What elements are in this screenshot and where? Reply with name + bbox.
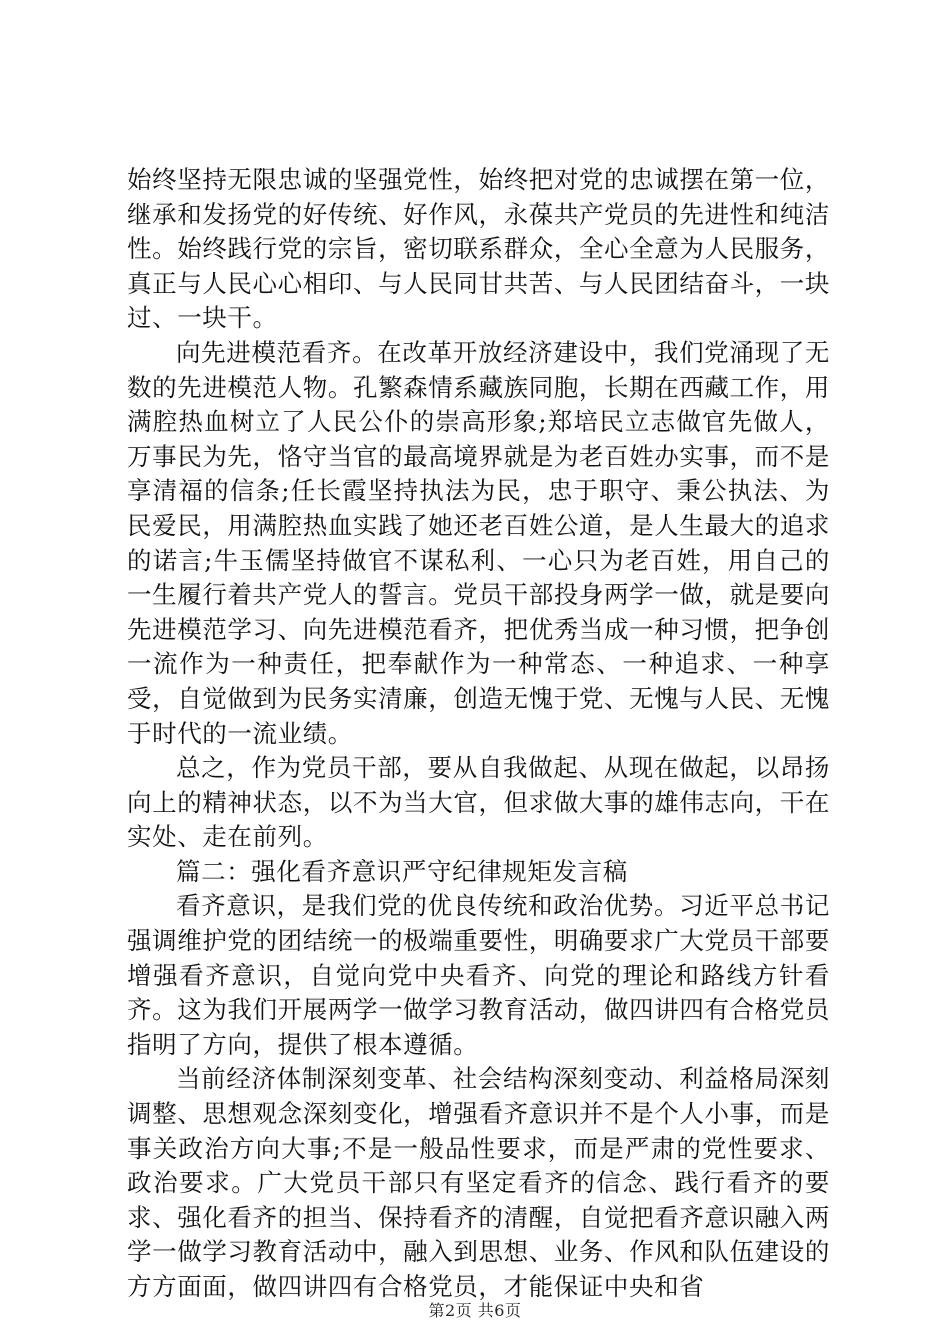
paragraph-loyalty: 始终坚持无限忠诚的坚强党性，始终把对党的忠诚摆在第一位，继承和发扬党的好传统、好作风，永葆共产党员的先进性和纯洁性。始终践行党的宗旨，密切联系群众，全心全意为人民服务，真正与人民心心相印、与人民同甘共苦、与人民团结奋斗，一块过、一块干。 (127, 165, 830, 333)
section-heading: 篇二：强化看齐意识严守纪律规矩发言稿 (176, 856, 628, 886)
paragraph-models: 向先进模范看齐。在改革开放经济建设中，我们党涌现了无数的先进模范人物。孔繁森情系藏族同胞，长期在西藏工作，用满腔热血树立了人民公仆的崇高形象;郑培民立志做官先做人，万事民为先，恪守当官的最高境界就是为老百姓办实事，而不是享清福的信条;任长霞坚持执法为民，忠于职守、秉公执法、为民爱民，用满腔热血实践了她还老百姓公道，是人生最大的追求的诺言;牛玉儒坚持做官不谋私利、一心只为老百姓，用自己的一生履行着共产党人的誓言。党员干部投身两学一做，就是要向先进模范学习、向先进模范看齐，把优秀当成一种习惯，把争创一流作为一种责任，把奉献作为一种常态、一种追求、一种享受，自觉做到为民务实清廉，创造无愧于党、无愧与人民、无愧于时代的一流业绩。 (127, 337, 830, 748)
page-number: 第2页 共6页 (428, 1301, 522, 1320)
document-body (127, 163, 830, 1305)
paragraph-conclusion: 总之，作为党员干部，要从自我做起、从现在做起，以昂扬向上的精神状态，以不为当大官，但求做大事的雄伟志向，干在实处、走在前列。 (127, 753, 830, 852)
paragraph-alignment-awareness: 看齐意识，是我们党的优良传统和政治优势。习近平总书记强调维护党的团结统一的极端重要性，明确要求广大党员干部要增强看齐意识，自觉向党中央看齐、向党的理论和路线方针看齐。这为我们开展两学一做学习教育活动，做四讲四有合格党员指明了方向，提供了根本遵循。 (127, 891, 830, 1059)
paragraph-current-situation: 当前经济体制深刻变革、社会结构深刻变动、利益格局深刻调整、思想观念深刻变化，增强看齐意识并不是个人小事，而是事关政治方向大事;不是一般品性要求，而是严肃的党性要求、政治要求。广大党员干部只有坚定看齐的信念、践行看齐的要求、强化看齐的担当、保持看齐的清醒，自觉把看齐意识融入两学一做学习教育活动中，融入到思想、业务、作风和队伍建设的方方面面，做四讲四有合格党员，才能保证中央和省 (127, 1064, 830, 1301)
